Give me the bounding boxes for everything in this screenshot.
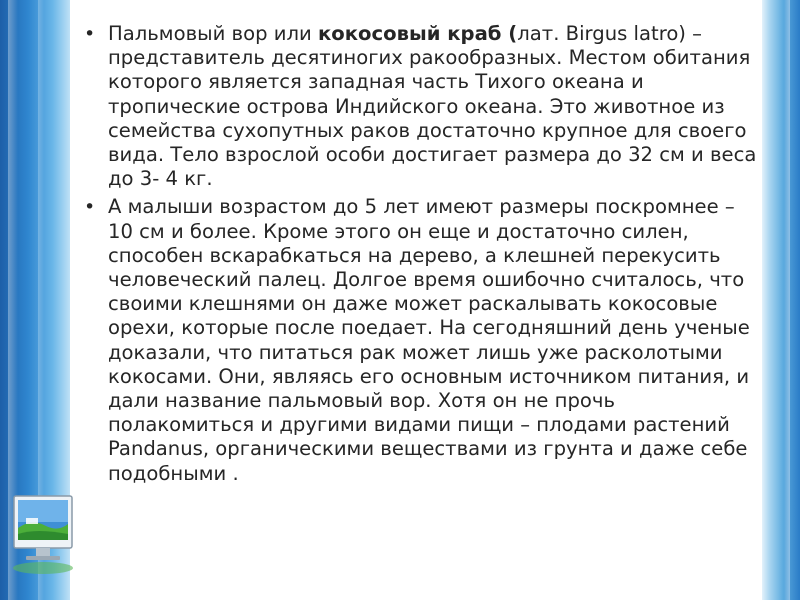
slide-content [82,22,762,582]
bullet-icon: • [84,23,96,45]
right-decorative-band [762,0,800,600]
paragraph-text-start: Пальмовый вор или [108,22,318,45]
bullet-list [82,22,762,486]
bullet-icon: • [84,196,96,219]
paragraph-bold-term: кокосовый краб ( [317,22,518,45]
paragraph-text-rest: лат. Birgus latro) – представитель десятиногих ракообразных. Местом обитания которого является западная часть Тихого океана и тропические острова Индийского океана. Это животное из семейства сухопутных раков достаточно крупное для своего вида. Тело взрослой особи достигает размера до 32 см и веса до 3- 4 кг. [108,22,757,191]
paragraph-coconut-crab-details [82,195,762,485]
paragraph-coconut-crab-intro [82,22,762,191]
computer-monitor-icon [6,488,78,578]
paragraph-text: А малыши возрастом до 5 лет имеют размеры поскромнее – 10 см и более. Кроме этого он еще и достаточно силен, способен вскарабкаться на дерево, а клешней перекусить человеческий палец. Долгое время ошибочно считалось, что своими клешнями он даже может раскалывать кокосовые орехи, которые после поедает. На сегодняшний день ученые доказали, что питаться рак может лишь уже расколотыми кокосами. Они, являясь его основным источником питания, и дали название пальмовый вор. Хотя он не прочь полакомиться и другими видами пищи – плодами растений Pandanus, органическими веществами из грунта и даже себе подобными . [108,195,750,485]
